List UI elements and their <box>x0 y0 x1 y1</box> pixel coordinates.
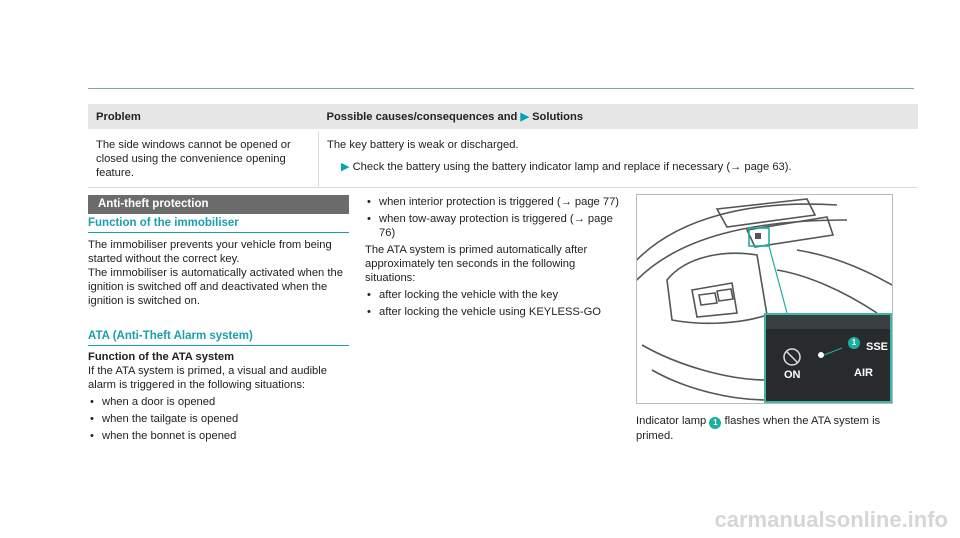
list-item: • after locking the vehicle with the key <box>365 288 625 302</box>
label-sse: SSE <box>866 341 889 353</box>
console-illustration <box>636 194 893 404</box>
immobiliser-heading: Function of the immobiliser <box>88 217 349 233</box>
closeup-drawing <box>766 315 890 401</box>
problem-table <box>88 104 918 188</box>
svg-text:carmanualsonline.info: carmanualsonline.info <box>714 507 948 532</box>
problem-cell: The side windows cannot be opened or closed using the convenience opening feature. <box>88 130 319 188</box>
ata-subheading: Function of the ATA system <box>88 351 235 363</box>
callout-line <box>769 246 787 313</box>
header-rule <box>88 88 914 89</box>
page-link[interactable]: page 63). <box>741 161 792 173</box>
list-item[interactable]: • when tow-away protection is triggered (→ page 76) <box>365 212 625 240</box>
figure-caption: Indicator lamp 1 flashes when the ATA system is primed. <box>636 415 881 442</box>
table-header-problem: Problem <box>88 104 319 130</box>
indicator-lamp-icon <box>755 233 761 239</box>
ata-function: Function of the ATA system If the ATA system is primed, a visual and audible alarm is triggered in the following situations: • when a door is opened • when the tailgate is opened • when the bonnet is opened <box>88 350 353 446</box>
immobiliser-text: The immobiliser prevents your vehicle from being started without the correct key. The immobiliser is automatically activated when the ignition is switched off and deactivated when the ignition is switched on. <box>88 239 343 307</box>
list-item[interactable]: • when interior protection is triggered (→ page 77) <box>365 195 625 209</box>
section-title: Anti-theft protection <box>88 195 349 214</box>
list-item: • after locking the vehicle using KEYLESS-GO <box>365 305 625 319</box>
callout-badge: 1 <box>709 417 721 429</box>
primed-list <box>365 288 625 319</box>
led-icon <box>818 352 824 358</box>
solution-cell: The key battery is weak or discharged. ▶ Check the battery using the battery indicator lamp and replace if necessary (→ page 63). <box>319 130 919 188</box>
footer-watermark-band <box>0 503 960 533</box>
watermark-logo <box>0 503 960 533</box>
ata-list <box>88 395 353 443</box>
label-air: AIR <box>854 367 873 379</box>
play-arrow-icon: ▶ <box>520 111 529 123</box>
list-item: • when a door is opened <box>88 395 353 409</box>
table-header-solutions: Possible causes/consequences and ▶ Solutions <box>319 104 919 130</box>
indicator-closeup <box>764 313 892 403</box>
table-row <box>88 130 918 188</box>
callout-badge: 1 <box>848 337 860 349</box>
middle-column: • when interior protection is triggered (→ page 77) • when tow-away protection is triggered (→ page 76) The ATA system is primed automatically after approximately ten seconds in the following situations: • after locking the vehicle with the key • after locking the vehicle using KEYLESS-GO <box>365 195 625 322</box>
trigger-list <box>365 195 625 240</box>
list-item: • when the tailgate is opened <box>88 412 353 426</box>
ata-heading: ATA (Anti-Theft Alarm system) <box>88 330 349 346</box>
play-arrow-icon: ▶ <box>341 161 350 173</box>
list-item: • when the bonnet is opened <box>88 429 353 443</box>
on-label: ON <box>784 369 801 381</box>
